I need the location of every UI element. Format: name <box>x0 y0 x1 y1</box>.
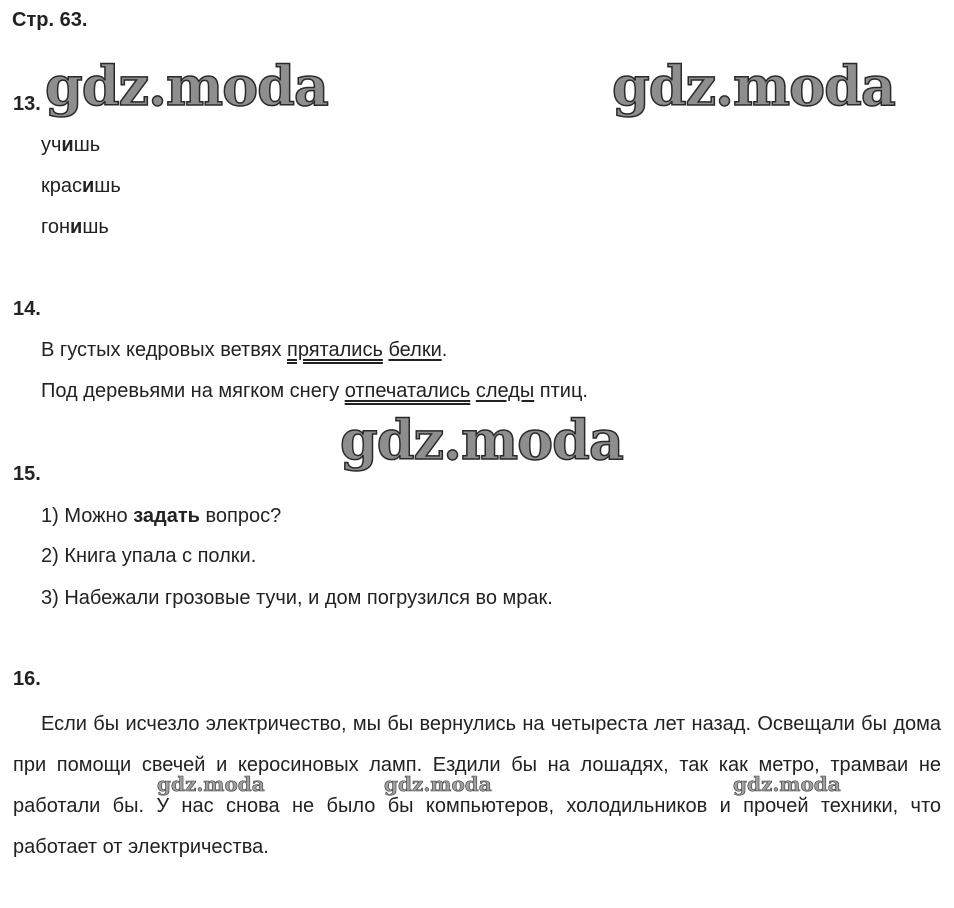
exercise-13-number: 13. <box>13 93 41 115</box>
watermark: gdz.moda <box>384 772 492 796</box>
ex13-word-2: красишь <box>41 175 121 197</box>
page-title: Стр. 63. <box>12 9 88 31</box>
ex15-line-1: 1) Можно задать вопрос? <box>41 505 282 527</box>
ex14-sentence-1: В густых кедровых ветвях прятались белки. <box>41 339 448 361</box>
subject: белки <box>388 339 442 361</box>
ex13-word-1: учишь <box>41 134 101 156</box>
predicate: прятались <box>287 339 383 361</box>
ex13-word-3: гонишь <box>41 216 109 238</box>
exercise-16-number: 16. <box>13 668 41 690</box>
watermark: gdz.moda <box>612 54 895 118</box>
watermark: gdz.moda <box>733 772 841 796</box>
ex15-line-2: 2) Книга упала с полки. <box>41 545 257 567</box>
ex15-line-3: 3) Набежали грозовые тучи, и дом погрузился во мрак. <box>41 587 553 609</box>
exercise-14-number: 14. <box>13 298 41 320</box>
ex16-paragraph: Если бы исчезло электричество, мы бы вернулись на четыреста лет назад. Освещали бы дома при помощи свечей и керосиновых ламп. Ездили бы на лошадях, так как метро, трамваи не работали бы. У нас снова не было бы компьютеров, холодильников и прочей техники, что работает от электричества. <box>13 713 941 858</box>
ex14-sentence-2: Под деревьями на мягком снегу отпечатались следы птиц. <box>41 380 588 402</box>
watermark: gdz.moda <box>340 408 623 472</box>
watermark: gdz.moda <box>45 54 328 118</box>
predicate: отпечатались <box>344 380 471 402</box>
subject: следы <box>475 380 535 402</box>
exercise-15-number: 15. <box>13 463 41 485</box>
watermark: gdz.moda <box>157 772 265 796</box>
